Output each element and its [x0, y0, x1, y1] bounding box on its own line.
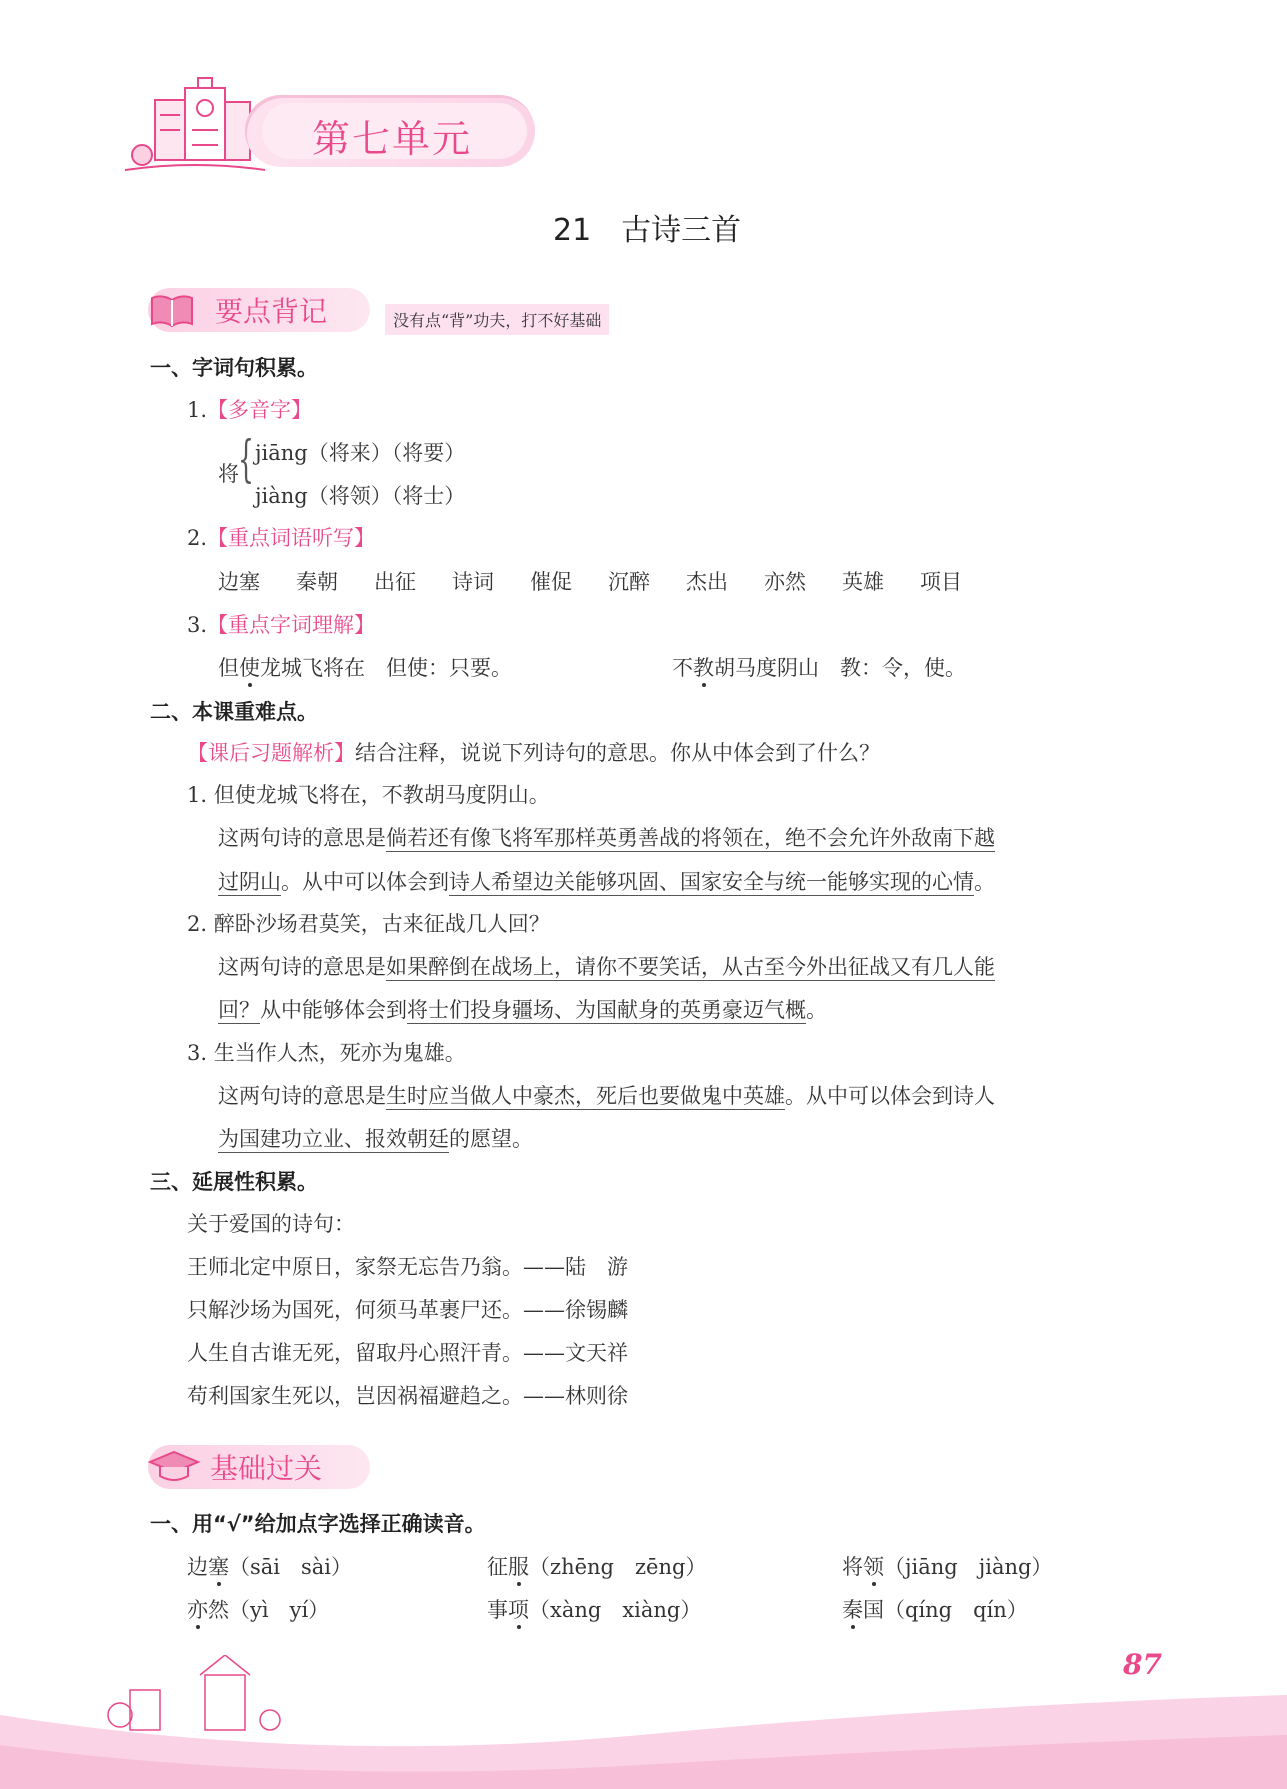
q3-answer-line1 [218, 1080, 995, 1110]
text: 事 [487, 1598, 508, 1622]
text: 的愿望。 [449, 1127, 533, 1151]
dictation-word: 出征 [374, 570, 416, 594]
item-3 [187, 609, 375, 639]
footer-wave-decoration [0, 1655, 1287, 1789]
dictation-word: 沉醉 [608, 570, 650, 594]
dictation-word: 项目 [920, 570, 962, 594]
underlined-answer: 诗人希望边关能够巩固、国家安全与统一能够实现的心情 [449, 870, 974, 894]
text: 从中能够体会到 [260, 998, 407, 1022]
underlined-answer: 将士们投身疆场、为国献身的英勇豪迈气概 [407, 998, 806, 1022]
motto: 没有点“背”功夫，打不好基础 [385, 304, 609, 335]
poem-line: 人生自古谁无死，留取丹心照汗青。——文天祥 [187, 1341, 628, 1365]
pronunciation-choice[interactable] [487, 1594, 701, 1624]
poem-line: 苟利国家生死以，岂因祸福避趋之。——林则徐 [187, 1384, 628, 1408]
dotted-char: 使 [239, 656, 260, 680]
dictation-word: 亦然 [764, 570, 806, 594]
text: 这两句诗的意思是 [218, 1084, 386, 1108]
q2-answer-line1 [218, 951, 995, 981]
q1-title: 1. 但使龙城飞将在，不教胡马度阴山。 [187, 783, 550, 807]
item-2 [187, 522, 375, 552]
section-title-basics: 基础过关 [210, 1452, 323, 1485]
dotted-char: 教 [693, 656, 714, 680]
pronunciation-choice[interactable] [842, 1551, 1052, 1581]
polyphone-char: 将 [218, 462, 239, 486]
options: （sāi sài） [229, 1555, 353, 1579]
text: 。 [974, 870, 995, 894]
text: 这两句诗的意思是 [218, 826, 386, 850]
text: 龙城飞将在 但使：只要。 [260, 656, 512, 680]
underlined-answer: 为国建功立业、报效朝廷 [218, 1127, 449, 1151]
dotted-char: 项 [508, 1598, 529, 1622]
heading-extended-accumulation: 三、延展性积累。 [150, 1170, 318, 1194]
pronunciation-choice[interactable] [187, 1551, 352, 1581]
graduation-cap-icon [148, 1446, 200, 1486]
polyphone-reading-2: jiàng（将领）（将士） [255, 484, 466, 508]
dictation-word: 边塞 [218, 570, 260, 594]
exercise-intro [187, 737, 880, 767]
poem-line: 王师北定中原日，家祭无忘告乃翁。——陆 游 [187, 1255, 628, 1279]
pronunciation-choice[interactable] [487, 1551, 706, 1581]
underlined-answer: 生时应当做人中豪杰，死后也要做鬼中英雄 [386, 1084, 785, 1108]
q3-title: 3. 生当作人杰，死亦为鬼雄。 [187, 1041, 466, 1065]
heading-key-difficulties: 二、本课重难点。 [150, 700, 318, 724]
item-label: 2. [187, 526, 208, 550]
dictation-word: 催促 [530, 570, 572, 594]
item-tag: 【多音字】 [207, 398, 313, 422]
text: 边 [187, 1555, 208, 1579]
brace: { [237, 430, 254, 488]
dotted-char: 服 [508, 1555, 529, 1579]
item-tag: 【重点词语听写】 [207, 526, 376, 550]
q1-answer-line2 [218, 866, 995, 896]
dotted-char: 塞 [208, 1555, 229, 1579]
q3-answer-line2 [218, 1123, 533, 1153]
pronunciation-choice[interactable] [842, 1594, 1028, 1624]
options: 国（qíng qín） [863, 1598, 1028, 1622]
dictation-word: 英雄 [842, 570, 884, 594]
text: 不 [672, 656, 693, 680]
dictation-word: 杰出 [686, 570, 728, 594]
book-icon [148, 290, 196, 330]
text: 将 [842, 1555, 863, 1579]
polyphone-reading-1: jiāng（将来）（将要） [255, 441, 466, 465]
intro-text: 结合注释，说说下列诗句的意思。你从中体会到了什么？ [355, 741, 880, 765]
q2-title: 2. 醉卧沙场君莫笑，古来征战几人回？ [187, 912, 550, 936]
q1-answer-line1 [218, 822, 995, 852]
text: 这两句诗的意思是 [218, 955, 386, 979]
dictation-word: 诗词 [452, 570, 494, 594]
underlined-answer: 倘若还有像飞将军那样英勇善战的将领在，绝不会允许外敌南下越 [386, 826, 995, 850]
item-1 [187, 394, 312, 424]
text: 。从中可以体会到诗人 [785, 1084, 995, 1108]
text: 。从中可以体会到 [281, 870, 449, 894]
dictation-word: 秦朝 [296, 570, 338, 594]
heading-pronunciation-exercise: 一、用“√”给加点字选择正确读音。 [150, 1512, 486, 1536]
key-word-2 [672, 652, 966, 682]
text: 但 [218, 656, 239, 680]
q2-answer-line2 [218, 994, 827, 1024]
heading-word-accumulation: 一、字词句积累。 [150, 356, 318, 380]
underlined-answer: 回？ [218, 998, 260, 1022]
item-tag: 【重点字词理解】 [207, 613, 376, 637]
text: 。 [806, 998, 827, 1022]
options: （zhēng zēng） [529, 1555, 707, 1579]
dotted-char: 亦 [187, 1598, 208, 1622]
poem-line: 只解沙场为国死，何须马革裹尸还。——徐锡麟 [187, 1298, 628, 1322]
text: 征 [487, 1555, 508, 1579]
item-label: 3. [187, 613, 208, 637]
patriotic-intro: 关于爱国的诗句： [187, 1212, 355, 1236]
section-title-key-points: 要点背记 [215, 295, 328, 328]
options: 然（yì yí） [208, 1598, 330, 1622]
text: 胡马度阴山 教：令，使。 [714, 656, 966, 680]
key-word-1 [218, 652, 512, 682]
underlined-answer: 如果醉倒在战场上，请你不要笑话，从古至今外出征战又有几人能 [386, 955, 995, 979]
options: （xàng xiàng） [529, 1598, 702, 1622]
lesson-title: 21 古诗三首 [553, 213, 742, 248]
unit-title: 第七单元 [312, 117, 473, 161]
underlined-answer: 过阴山 [218, 870, 281, 894]
dotted-char: 领 [863, 1555, 884, 1579]
item-label: 1. [187, 398, 208, 422]
intro-tag: 【课后习题解析】 [187, 741, 355, 765]
page-number: 87 [1123, 1648, 1162, 1681]
dotted-char: 秦 [842, 1598, 863, 1622]
pronunciation-choice[interactable] [187, 1594, 329, 1624]
options: （jiāng jiàng） [884, 1555, 1053, 1579]
